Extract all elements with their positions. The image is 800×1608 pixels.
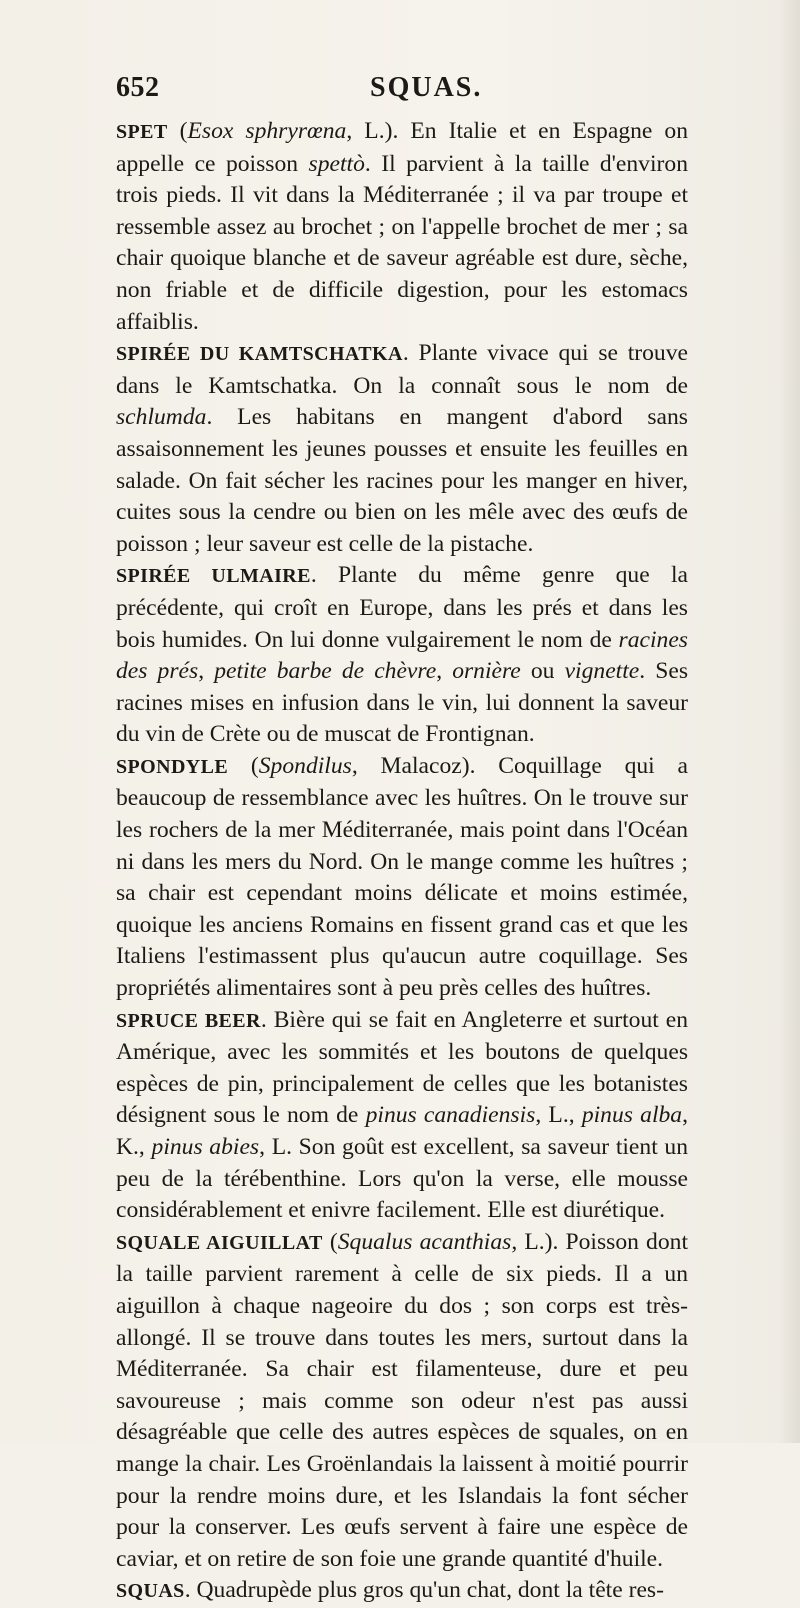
entry-spondyle: SPONDYLE (Spondilus, Malacoz). Coquillage qui a beaucoup de ressemblance avec les huîtres. On le trouve sur les rochers de la mer Méditerranée, mais point dans l'Océan ni dans les mers du Nord. On le mange comme les huîtres ; sa chair est cependant moins délicate et moins estimée, quoique les anciens Romains en fissent grand cas et que les Italiens l'estimassent plus qu'aucun autre coquillage. Ses propriétés alimentaires sont à peu près celles des huîtres. xyxy=(116,752,688,1002)
entry-headword: SPET xyxy=(116,121,168,143)
dictionary-text xyxy=(116,116,688,1608)
entry-headword: SPRUCE BEER xyxy=(116,1009,261,1032)
entry-headword: SPIRÉE ULMAIRE xyxy=(116,565,311,588)
page-edge-shadow xyxy=(778,0,800,1443)
entry-headword: SPIRÉE DU KAMTSCHATKA xyxy=(116,343,403,366)
page-header xyxy=(116,72,686,112)
entry-spiree-kamtschatka: SPIRÉE DU KAMTSCHATKA. Plante vivace qui se trouve dans le Kamtschatka. On la connaît sous le nom de schlumda. Les habitans en mangent d'abord sans assaisonnement les jeunes pousses et ensuite les feuilles en salade. On fait sécher les racines pour les manger en hiver, cuites sous la cendre ou bien on les mêle avec des œufs de poisson ; leur saveur est celle de la pistache. xyxy=(116,340,689,557)
entry-squale-aiguillat: SQUALE AIGUILLAT (Squalus acanthias, L.). Poisson dont la taille parvient rarement à celle de six pieds. Il a un aiguillon à chaque nageoire du dos ; son corps est très-allongé. Il se trouve dans toutes les mers, surtout dans la Méditerranée. Sa chair est filamenteuse, dure et peu savoureuse ; mais comme son odeur n'est pas aussi désagréable que celle des autres espèces de squales, on en mange la chair. Les Groënlandais la laissent à moitié pourrir pour la rendre moins dure, et les Islandais la font sécher pour la conserver. Les œufs servent à faire une espèce de caviar, et on retire de son foie une grande quantité d'huile. xyxy=(116,1228,689,1572)
entry-spruce-beer: SPRUCE BEER. Bière qui se fait en Angleterre et surtout en Amérique, avec les sommités et les boutons de quelques espèces de pin, principalement de celles que les botanistes désignent sous le nom de pinus canadiensis, L., pinus alba, K., pinus abies, L. Son goût est excellent, sa saveur tient un peu de la térébenthine. Lors qu'on la verse, elle mousse considérablement et enivre facilement. Elle est diurétique. xyxy=(116,1006,689,1224)
entry-headword: SQUAS xyxy=(116,1580,185,1603)
entry-headword: SQUALE AIGUILLAT xyxy=(116,1231,323,1254)
scientific-name: Squalus acanthias xyxy=(337,1228,512,1255)
scientific-name: Spondilus xyxy=(258,752,352,779)
entry-squas: SQUAS. Quadrupède plus gros qu'un chat, dont la tête res- xyxy=(116,1577,664,1604)
running-head: SQUAS. xyxy=(370,72,483,103)
entry-spet: SPET (Esox sphryrœna, L.). En Italie et en Espagne on appelle ce poisson spettò. Il parvient à la taille d'environ trois pieds. Il vit dans la Méditerranée ; il va par troupe et ressemble assez au brochet ; on l'appelle brochet de mer ; sa chair quoique blanche et de saveur agréable est dure, sèche, non friable et de difficile digestion, pour les estomacs affaiblis. xyxy=(116,118,689,335)
page-number: 652 xyxy=(116,72,160,103)
entry-headword: SPONDYLE xyxy=(116,755,229,778)
scientific-name: Esox sphryrœna xyxy=(187,118,347,144)
entry-spiree-ulmaire: SPIRÉE ULMAIRE. Plante du même genre que la précédente, qui croît en Europe, dans les prés et dans les bois humides. On lui donne vulgairement le nom de racines des prés, petite barbe de chèvre, ornière ou vignette. Ses racines mises en infusion dans le vin, lui donnent la saveur du vin de Crète ou de muscat de Frontignan. xyxy=(116,562,689,748)
